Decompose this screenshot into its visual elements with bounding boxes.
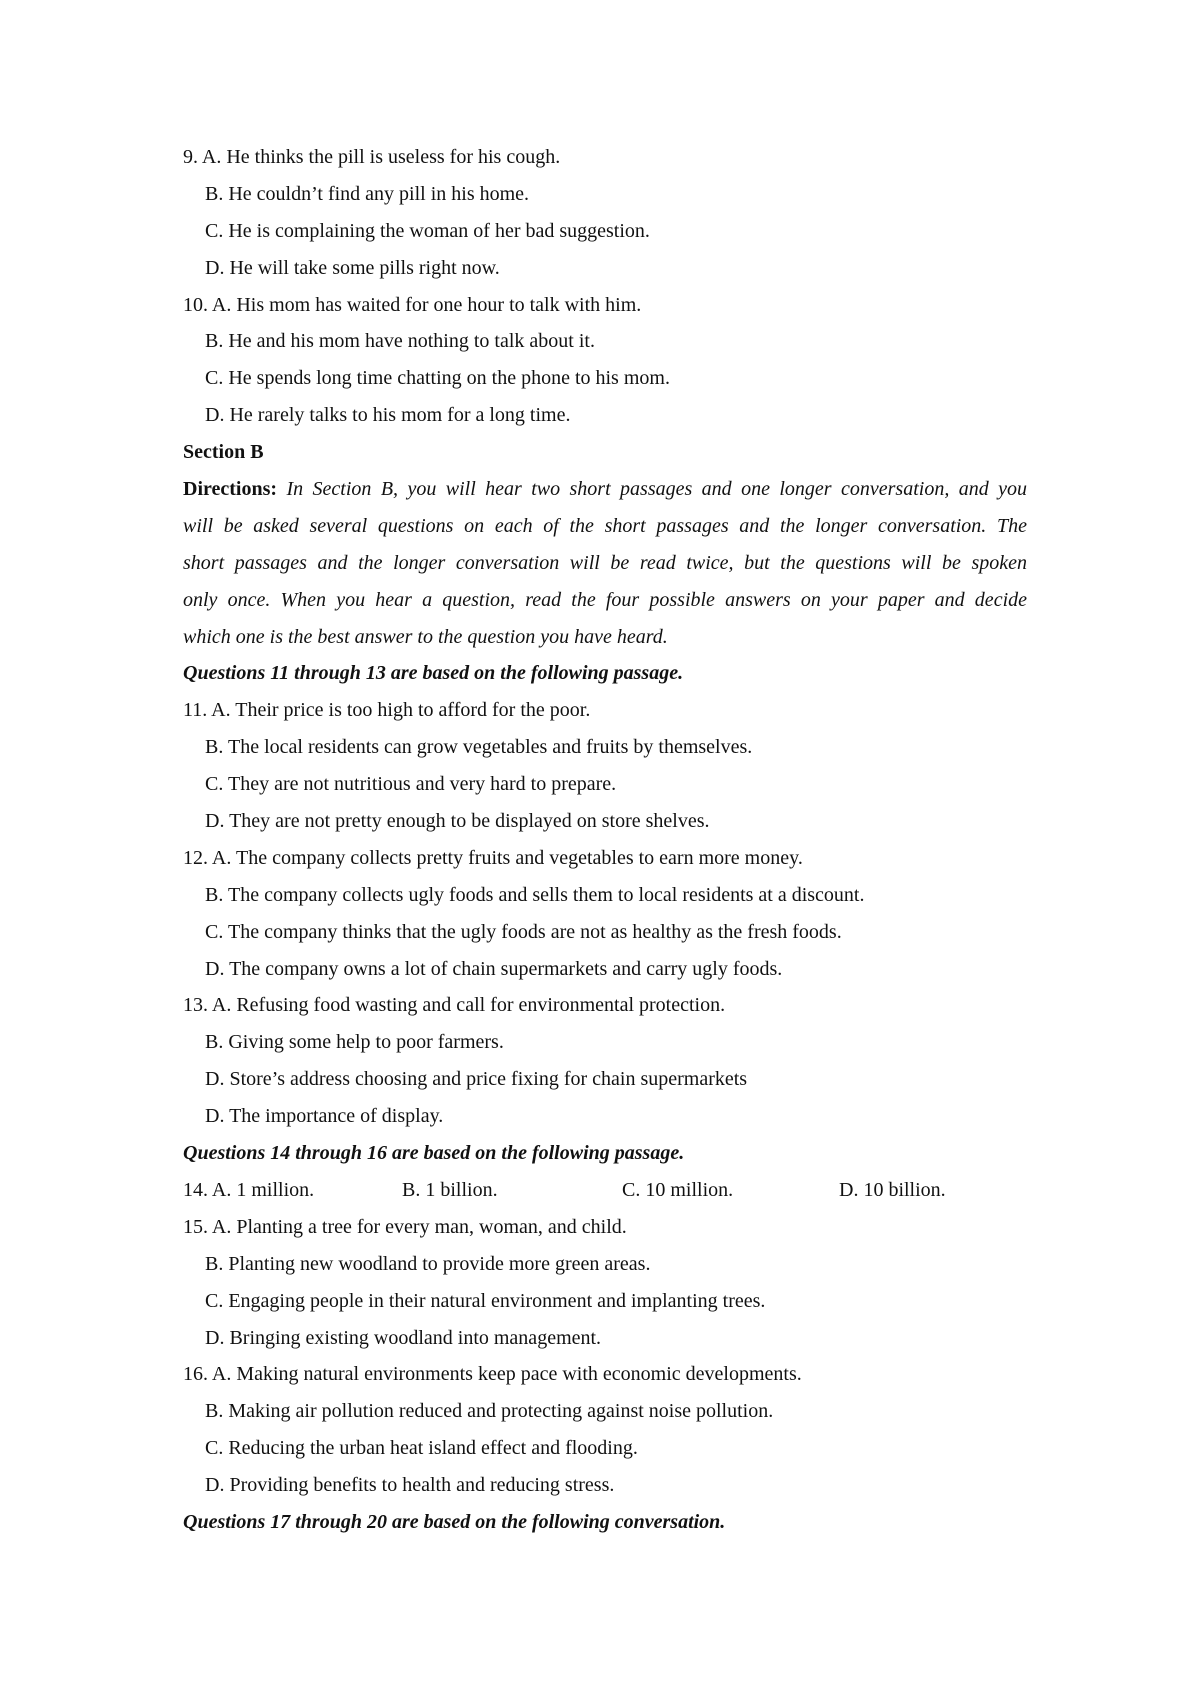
q10-option-c: C. He spends long time chatting on the phone to his mom. (205, 367, 670, 390)
directions-line-1 (183, 471, 1027, 508)
q9-option-d: D. He will take some pills right now. (205, 256, 500, 279)
q14-option-d: D. 10 billion. (839, 1178, 946, 1201)
q9-option-a: 9. A. He thinks the pill is useless for his cough. (183, 146, 561, 168)
q16-option-c: C. Reducing the urban heat island effect and flooding. (205, 1437, 638, 1460)
q16-option-a: 16. A. Making natural environments keep pace with economic developments. (183, 1363, 802, 1386)
q15-option-c: C. Engaging people in their natural environment and implanting trees. (205, 1289, 766, 1312)
q14-option-c: C. 10 million. (622, 1178, 734, 1201)
q10-option-d: D. He rarely talks to his mom for a long time. (205, 404, 571, 427)
q11-option-d: D. They are not pretty enough to be displayed on store shelves. (205, 810, 710, 833)
directions-text-1: In Section B, you will hear two short passages and one longer conversation, and you (286, 478, 1028, 501)
directions-line-2: will be asked several questions on each of the short passages and the longer conversation. The (183, 514, 1027, 537)
q16-option-d: D. Providing benefits to health and reducing stress. (205, 1474, 615, 1497)
section-b-heading: Section B (183, 441, 264, 464)
q13-option-c: D. Store’s address choosing and price fixing for chain supermarkets (205, 1068, 748, 1091)
q13-option-b: B. Giving some help to poor farmers. (205, 1031, 504, 1054)
group-3-title: Questions 17 through 20 are based on the following conversation. (183, 1510, 726, 1533)
q12-option-c: C. The company thinks that the ugly foods are not as healthy as the fresh foods. (205, 920, 842, 943)
directions-line-5: which one is the best answer to the question you have heard. (183, 625, 668, 648)
q11-option-c: C. They are not nutritious and very hard to prepare. (205, 773, 617, 796)
q16-option-b: B. Making air pollution reduced and protecting against noise pollution. (205, 1400, 774, 1423)
q11-option-a: 11. A. Their price is too high to afford for the poor. (183, 699, 591, 722)
q9-option-c: C. He is complaining the woman of her bad suggestion. (205, 219, 650, 242)
group-2-title: Questions 14 through 16 are based on the following passage. (183, 1142, 685, 1165)
q15-option-d: D. Bringing existing woodland into management. (205, 1326, 602, 1349)
q12-option-d: D. The company owns a lot of chain supermarkets and carry ugly foods. (205, 957, 783, 980)
q15-option-b: B. Planting new woodland to provide more green areas. (205, 1252, 651, 1275)
q12-option-b: B. The company collects ugly foods and sells them to local residents at a discount. (205, 883, 865, 906)
q14-option-a: 14. A. 1 million. (183, 1178, 315, 1201)
q10-option-a: 10. A. His mom has waited for one hour to talk with him. (183, 293, 642, 316)
q11-option-b: B. The local residents can grow vegetables and fruits by themselves. (205, 736, 753, 759)
group-1-title: Questions 11 through 13 are based on the following passage. (183, 662, 684, 685)
q12-option-a: 12. A. The company collects pretty fruits and vegetables to earn more money. (183, 846, 803, 869)
directions-line-4: only once. When you hear a question, read the four possible answers on your paper and decide (183, 588, 1027, 611)
page-content (183, 139, 1027, 1541)
q9-option-b: B. He couldn’t find any pill in his home. (205, 182, 530, 205)
q13-option-a: 13. A. Refusing food wasting and call for environmental protection. (183, 994, 726, 1017)
q10-option-b: B. He and his mom have nothing to talk about it. (205, 330, 595, 353)
q15-option-a: 15. A. Planting a tree for every man, woman, and child. (183, 1215, 627, 1238)
q13-option-d: D. The importance of display. (205, 1105, 444, 1128)
directions-line-3: short passages and the longer conversation will be read twice, but the questions will be spoken (183, 551, 1027, 574)
q14-options-row (183, 1172, 1027, 1209)
directions-label: Directions: (183, 478, 278, 501)
q14-option-b: B. 1 billion. (402, 1178, 498, 1201)
